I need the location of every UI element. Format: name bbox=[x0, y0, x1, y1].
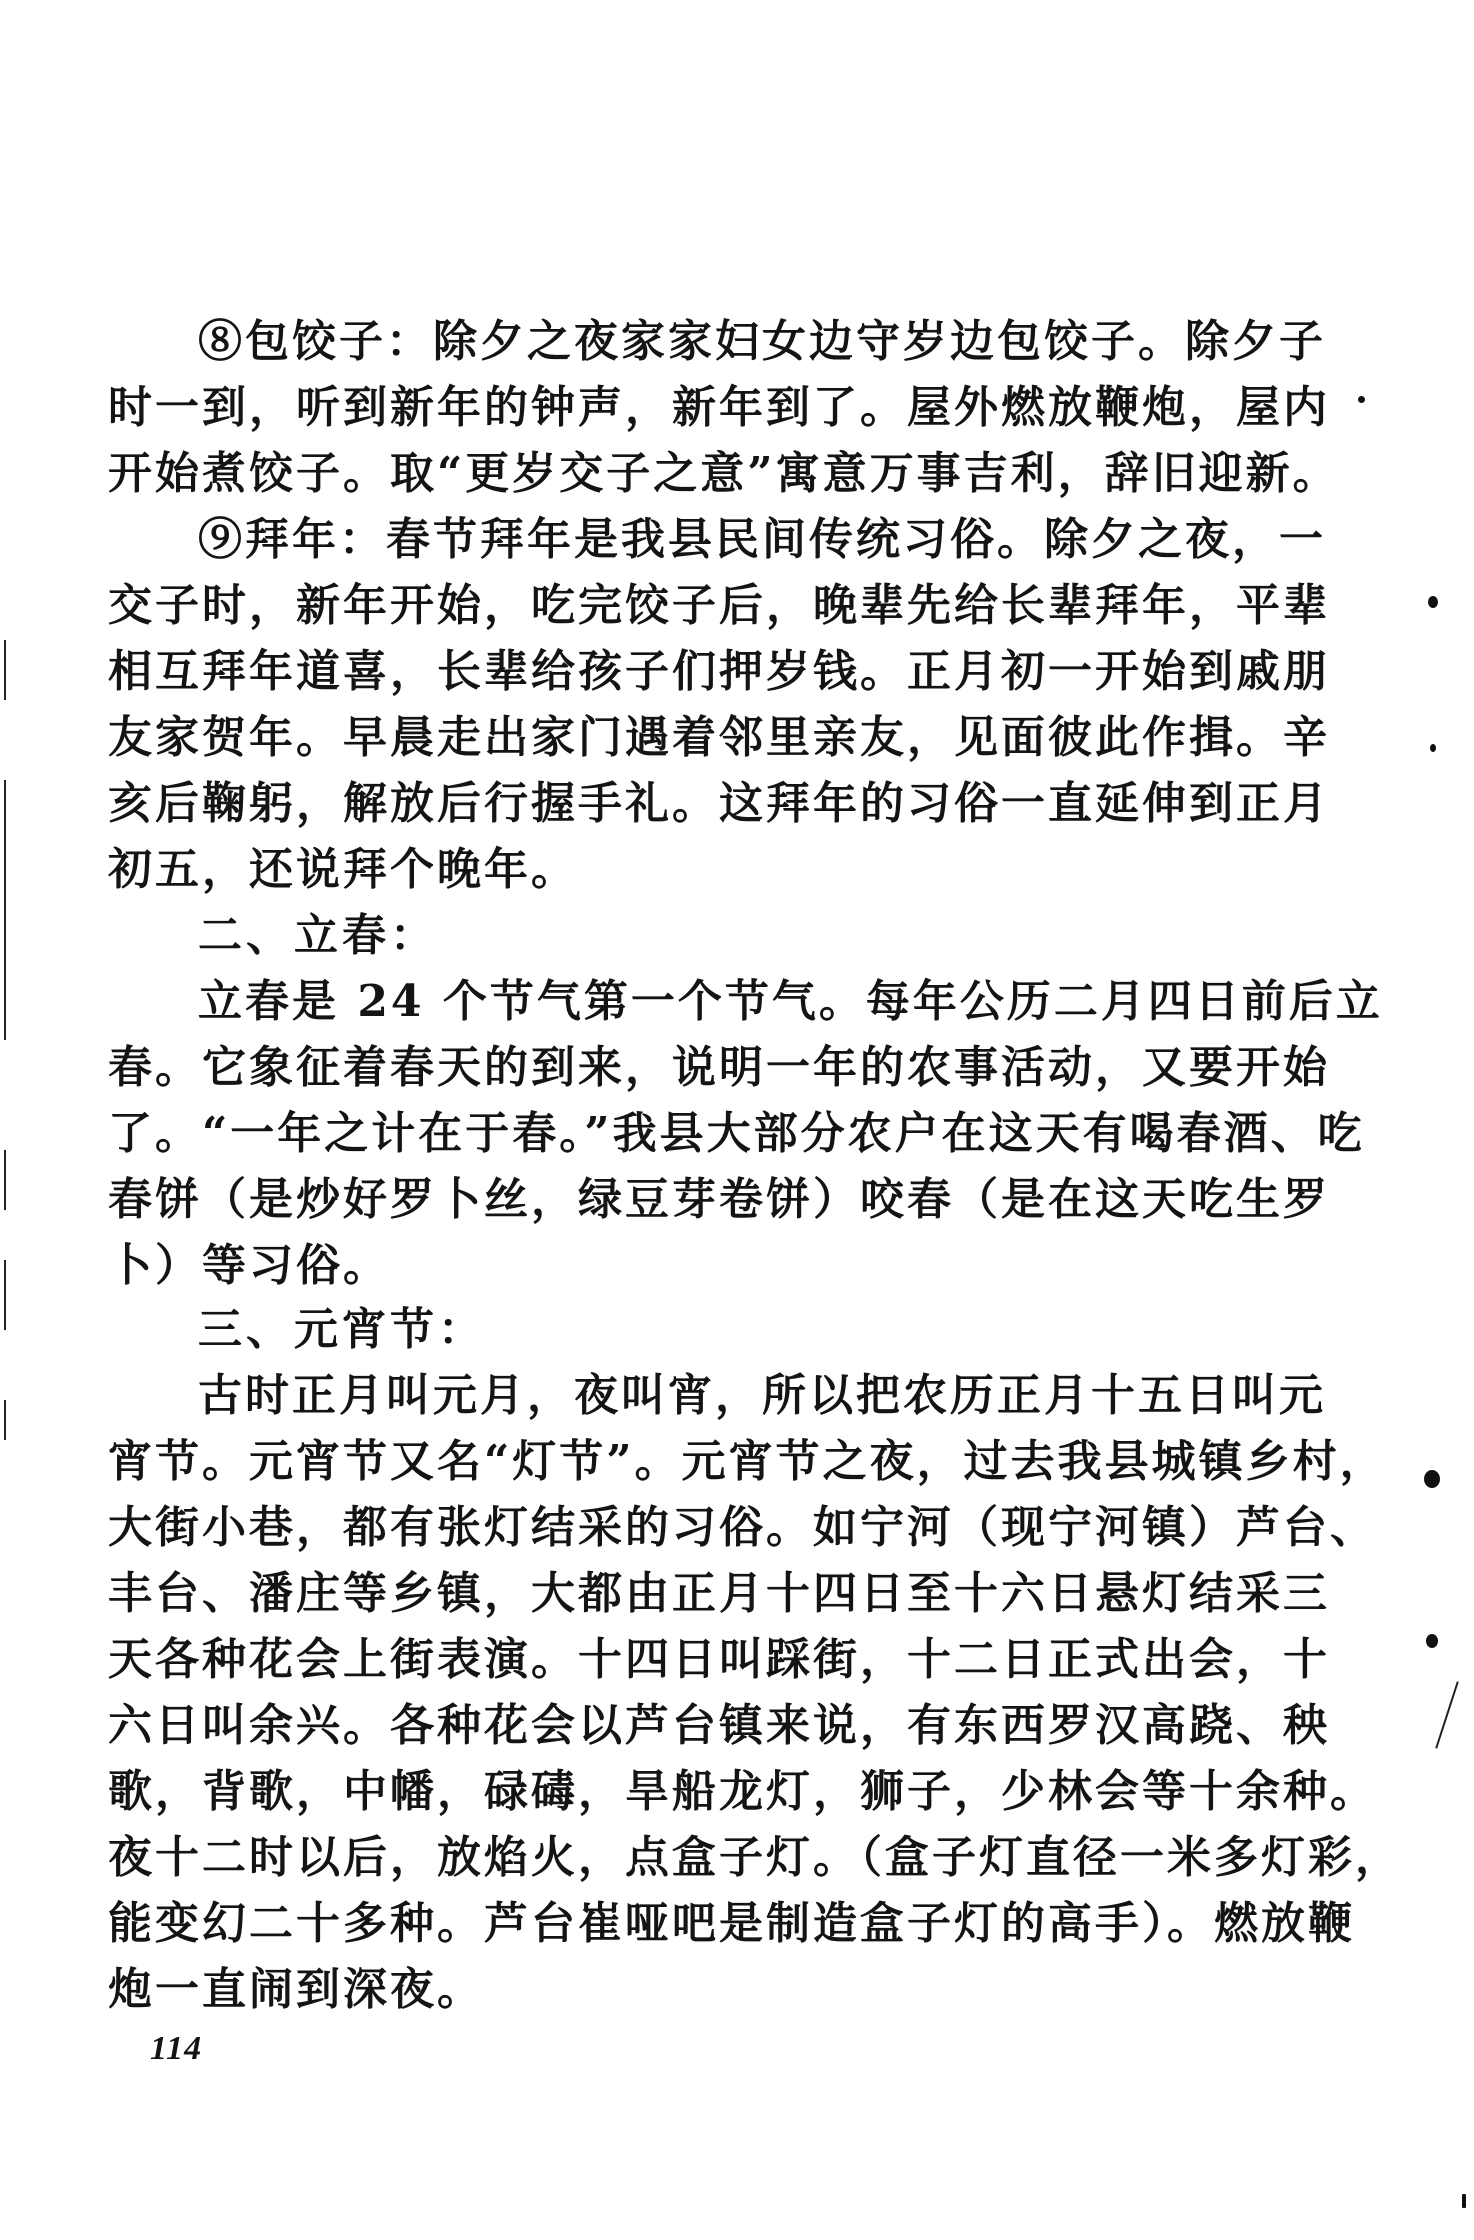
section-heading-lichun: 二、立春： bbox=[198, 910, 438, 961]
yuanxiao-line-8: 夜十二时以后，放焰火，点盒子灯。（盒子灯直径一米多灯彩， bbox=[108, 1832, 1402, 1883]
item-9-line-4: 友家贺年。早晨走出家门遇着邻里亲友，见面彼此作揖。辛 bbox=[108, 712, 1330, 763]
scan-speck bbox=[1428, 596, 1438, 608]
lichun-line-1: 立春是 24 个节气第一个节气。每年公历二月四日前后立 bbox=[198, 976, 1383, 1027]
item-8-line-2: 时一到，听到新年的钟声，新年到了。屋外燃放鞭炮，屋内 bbox=[108, 382, 1330, 433]
yuanxiao-line-10: 炮一直闹到深夜。 bbox=[108, 1964, 484, 2015]
scan-speck bbox=[1462, 2194, 1466, 2208]
item-9-line-2: 交子时，新年开始，吃完饺子后，晚辈先给长辈拜年，平辈 bbox=[108, 580, 1330, 631]
item-9-line-3: 相互拜年道喜，长辈给孩子们押岁钱。正月初一开始到戚朋 bbox=[108, 646, 1330, 697]
yuanxiao-line-9: 能变幻二十多种。芦台崔哑吧是制造盒子灯的高手）。燃放鞭 bbox=[108, 1898, 1355, 1949]
item-9-line-5: 亥后鞠躬，解放后行握手礼。这拜年的习俗一直延伸到正月 bbox=[108, 778, 1330, 829]
scan-mark bbox=[4, 1400, 6, 1440]
scan-mark bbox=[4, 640, 6, 700]
section-heading-yuanxiao: 三、元宵节： bbox=[198, 1304, 486, 1355]
yuanxiao-line-3: 大街小巷，都有张灯结采的习俗。如宁河（现宁河镇）芦台、 bbox=[108, 1502, 1377, 1553]
lichun-line-3: 了。“一年之计在于春。”我县大部分农户在这天有喝春酒、吃 bbox=[108, 1108, 1365, 1159]
scan-mark bbox=[4, 1150, 6, 1210]
lichun-line-4: 春饼（是炒好罗卜丝，绿豆芽卷饼）咬春（是在这天吃生罗 bbox=[108, 1174, 1330, 1225]
yuanxiao-line-2: 宵节。元宵节又名“灯节”。元宵节之夜，过去我县城镇乡村， bbox=[108, 1436, 1387, 1487]
yuanxiao-line-5: 天各种花会上街表演。十四日叫踩街，十二日正式出会，十 bbox=[108, 1634, 1330, 1685]
scan-speck bbox=[1358, 396, 1365, 403]
page-number: 114 bbox=[150, 2030, 203, 2067]
scan-speck bbox=[1430, 744, 1436, 752]
item-9-line-1: ⑨拜年：春节拜年是我县民间传统习俗。除夕之夜，一 bbox=[198, 514, 1326, 565]
scan-speck bbox=[1426, 1634, 1438, 1648]
yuanxiao-line-7: 歌，背歌，中幡，碌碡，旱船龙灯，狮子，少林会等十余种。 bbox=[108, 1766, 1377, 1817]
scan-mark bbox=[4, 780, 6, 1040]
scan-mark bbox=[4, 1260, 6, 1330]
item-9-line-6: 初五，还说拜个晚年。 bbox=[108, 844, 578, 895]
lichun-line-2: 春。它象征着春天的到来，说明一年的农事活动，又要开始 bbox=[108, 1042, 1330, 1093]
yuanxiao-line-4: 丰台、潘庄等乡镇，大都由正月十四日至十六日悬灯结采三 bbox=[108, 1568, 1330, 1619]
scan-mark bbox=[1435, 1681, 1459, 1748]
scan-speck bbox=[1424, 1470, 1440, 1488]
yuanxiao-line-6: 六日叫余兴。各种花会以芦台镇来说，有东西罗汉高跷、秧 bbox=[108, 1700, 1330, 1751]
item-8-line-3: 开始煮饺子。取“更岁交子之意”寓意万事吉利，辞旧迎新。 bbox=[108, 448, 1340, 499]
yuanxiao-line-1: 古时正月叫元月，夜叫宵，所以把农历正月十五日叫元 bbox=[198, 1370, 1326, 1421]
lichun-line-5: 卜）等习俗。 bbox=[108, 1240, 390, 1291]
item-8-line-1: ⑧包饺子：除夕之夜家家妇女边守岁边包饺子。除夕子 bbox=[198, 316, 1326, 367]
